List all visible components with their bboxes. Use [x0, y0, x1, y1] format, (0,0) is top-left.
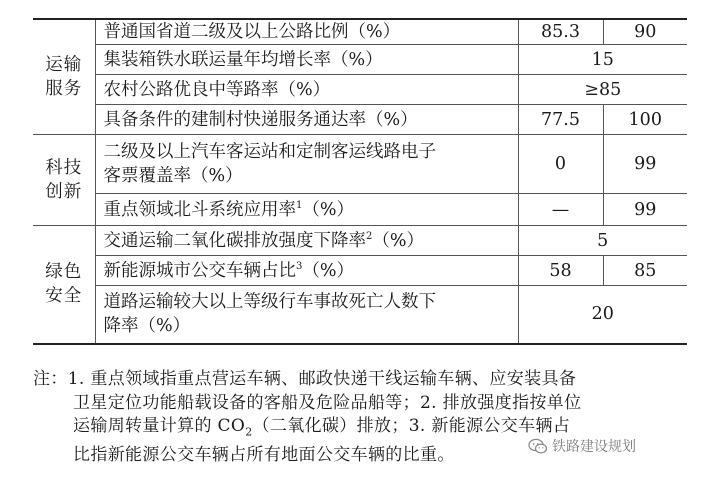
table-row — [33, 105, 687, 135]
indicator-cell: 农村公路优良中等路率（%） — [95, 75, 518, 105]
indicator-cell: 集装箱铁水联运量年均增长率（%） — [95, 45, 518, 75]
footnote-line: 比指新能源公交车辆占所有地面公交车辆的比重。 — [73, 444, 455, 465]
indicator-table — [33, 18, 687, 345]
indicator-cell — [95, 286, 518, 344]
footnote-text: （二氧化碳）排放；3. 新能源公交车辆占 — [252, 416, 571, 436]
value-2020-cell: 58 — [518, 256, 603, 286]
table-row — [33, 256, 687, 286]
unit-text: （%） — [302, 199, 355, 220]
merged-value-cell: ≥85 — [518, 75, 687, 105]
table-row — [33, 19, 687, 45]
value-2025-cell: 99 — [603, 194, 687, 226]
unit-text: （%） — [372, 230, 425, 251]
footnote-marker: 3 — [296, 260, 303, 272]
indicator-line: 降率（%） — [103, 316, 191, 337]
value-2020-cell: 77.5 — [518, 105, 603, 135]
category-label-line: 运输 — [45, 55, 83, 75]
value-2020-cell: 0 — [518, 135, 603, 194]
category-label-line: 安全 — [45, 286, 83, 307]
table-row — [33, 226, 687, 256]
footnote-text: 运输周转量计算的 CO — [73, 416, 246, 436]
category-label-line: 绿色 — [45, 262, 83, 283]
watermark-text: 铁路建设规划 — [552, 439, 636, 455]
indicator-text: 新能源城市公交车辆占比 — [103, 260, 296, 281]
merged-value-cell: 5 — [518, 226, 687, 256]
footnote-marker: 2 — [366, 230, 373, 242]
category-cell — [33, 19, 95, 135]
footnote-line: 卫星定位功能船载设备的客船及危险品船等；2. 排放强度指按单位 — [73, 392, 582, 413]
indicator-cell — [95, 194, 518, 226]
merged-value-cell: 20 — [518, 286, 687, 344]
indicator-line: 客票覆盖率（%） — [103, 166, 243, 186]
unit-text: （%） — [302, 260, 355, 281]
table-row — [33, 75, 687, 105]
wechat-icon — [528, 438, 548, 455]
table-row — [33, 135, 687, 194]
merged-value-cell: 15 — [518, 45, 687, 75]
indicator-cell — [95, 226, 518, 256]
indicator-line: 二级及以上汽车客运站和定制客运线路电子 — [103, 142, 436, 162]
table-row — [33, 194, 687, 226]
category-label-line: 科技 — [45, 158, 83, 178]
value-2020-cell: 85.3 — [518, 19, 603, 45]
footnote-line: 注：1. 重点领域指重点营运车辆、邮政快递干线运输车辆、应安装具备 — [33, 369, 577, 389]
indicator-cell — [95, 256, 518, 286]
value-2025-cell: 85 — [603, 256, 687, 286]
category-cell — [33, 226, 95, 344]
value-2025-cell: 90 — [603, 19, 687, 45]
value-2025-cell: 99 — [603, 135, 687, 194]
table-row — [33, 45, 687, 75]
indicator-cell — [95, 135, 518, 194]
indicator-cell: 普通国省道二级及以上公路比例（%） — [95, 19, 518, 45]
subscript-text: 2 — [245, 425, 253, 439]
category-cell — [33, 135, 95, 226]
category-label-line: 服务 — [45, 79, 83, 99]
indicator-cell: 具备条件的建制村快递服务通达率（%） — [95, 105, 518, 135]
indicator-text: 重点领域北斗系统应用率 — [103, 199, 296, 220]
value-2020-cell: — — [518, 194, 603, 226]
value-2025-cell: 100 — [603, 105, 687, 135]
table-row — [33, 286, 687, 344]
indicator-line: 道路运输较大以上等级行车事故死亡人数下 — [103, 292, 436, 313]
category-label-line: 创新 — [45, 182, 83, 202]
watermark — [528, 436, 636, 456]
footnote-marker: 1 — [296, 199, 303, 211]
indicator-text: 交通运输二氧化碳排放强度下降率 — [103, 230, 366, 251]
